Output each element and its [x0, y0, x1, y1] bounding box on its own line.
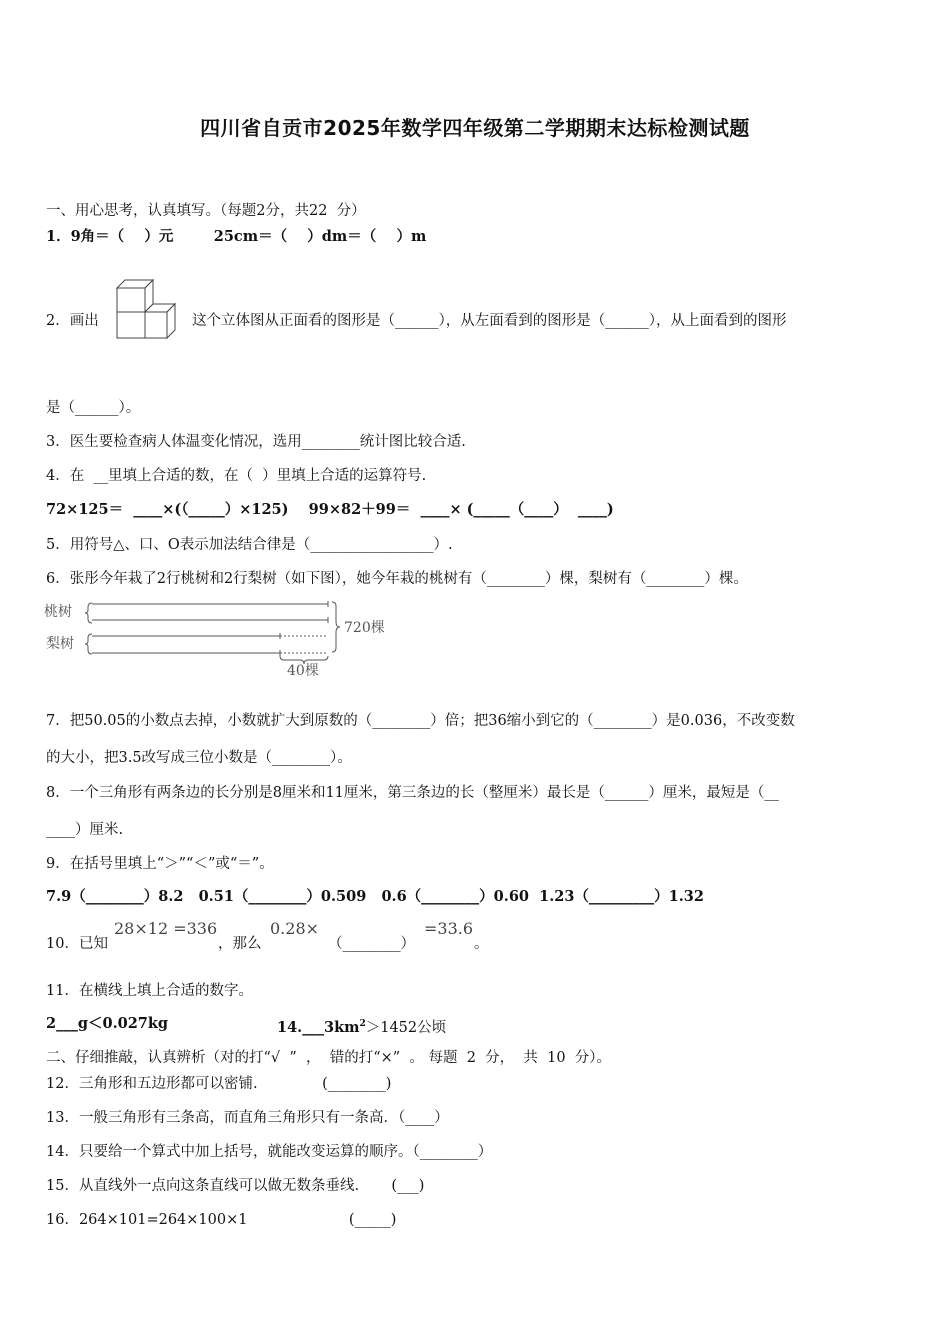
tree-rows-diagram — [44, 596, 404, 682]
question-11-b-sup: 2 — [359, 1019, 366, 1029]
question-6: 6．张彤今年栽了2行桃树和2行梨树（如下图），她今年栽的桃树有（________）棵，梨树有（________）棵。 — [46, 571, 748, 587]
question-5: 5．用符号△、口、O表示加法结合律是（_________________）. — [46, 537, 453, 553]
question-13: 13．一般三角形有三条高，而直角三角形只有一条高．（____） — [46, 1110, 449, 1126]
question-7-continued: 的大小，把3.5改写成三位小数是（________）。 — [46, 750, 352, 766]
question-3: 3．医生要检查病人体温变化情况，选用________统计图比较合适. — [46, 434, 466, 450]
question-15: 15．从直线外一点向这条直线可以做无数条垂线. (___) — [46, 1178, 425, 1194]
question-11-b — [277, 1015, 446, 1037]
pear-label: 梨树 — [46, 636, 74, 652]
question-10-blank: （________） — [328, 936, 415, 952]
question-11-b-prefix: 14.___3km — [277, 1018, 360, 1036]
total-label: 720棵 — [344, 620, 385, 636]
question-4-equations: 72×125＝ ____×(（_____）×125) 99×82＋99＝ ____× (_____（____） ____) — [46, 501, 614, 518]
section1-header: 一、用心思考，认真填写。（每题2分，共22 分） — [46, 203, 366, 219]
question-10-prefix: 10．已知 — [46, 936, 108, 952]
question-11-a: 2___g＜0.027kg — [46, 1015, 169, 1032]
question-11: 11．在横线上填上合适的数字。 — [46, 983, 253, 999]
question-14: 14．只要给一个算式中加上括号，就能改变运算的顺序。（________） — [46, 1144, 493, 1160]
question-10-equation-part1: 0.28× — [270, 919, 320, 938]
peach-label: 桃树 — [44, 604, 72, 620]
question-8: 8．一个三角形有两条边的长分别是8厘米和11厘米，第三条边的长（整厘米）最长是（______）厘米，最短是（__ — [46, 785, 779, 801]
question-10-given-equation: 28×12 =336 — [114, 919, 218, 938]
page-title: 四川省自贡市2025年数学四年级第二学期期末达标检测试题 — [200, 116, 750, 140]
cube-stack-figure — [115, 274, 177, 340]
question-4: 4．在 __里填上合适的数，在（ ）里填上合适的运算符号. — [46, 468, 427, 484]
question-7: 7．把50.05的小数点去掉，小数就扩大到原数的（________）倍；把36缩小到它的（________）是0.036，不改变数 — [46, 713, 795, 729]
question-16: 16．264×101=264×100×1 (_____) — [46, 1212, 397, 1228]
question-9-items: 7.9（________）8.2 0.51（________）0.509 0.6（________）0.60 1.23（_________）1.32 — [46, 888, 704, 905]
question-10-end: 。 — [474, 936, 489, 952]
section2-header: 二、仔细推敲，认真辨析（对的打“√ ” ， 错的打“×” 。 每题 2 分， 共 10 分）。 — [46, 1050, 612, 1066]
question-11-b-suffix: ＞1452公顷 — [365, 1019, 447, 1036]
question-2-prefix: 2．画出 — [46, 313, 99, 329]
difference-label: 40棵 — [287, 663, 319, 679]
question-8-continued: ____）厘米. — [46, 822, 124, 838]
question-2: 这个立体图从正面看的图形是（______），从左面看到的图形是（______），从上面看到的图形 — [192, 313, 787, 329]
question-2-continued: 是（______）。 — [46, 400, 141, 416]
question-1: 1．9角＝（ ）元 25cm＝（ ）dm＝（ ）m — [46, 228, 427, 245]
question-9: 9．在括号里填上“＞”“＜”或“＝”。 — [46, 856, 274, 872]
question-10-mid: ，那么 — [218, 936, 262, 952]
question-10-equation-part2: =33.6 — [424, 919, 474, 938]
question-12: 12．三角形和五边形都可以密铺. (________) — [46, 1076, 392, 1092]
